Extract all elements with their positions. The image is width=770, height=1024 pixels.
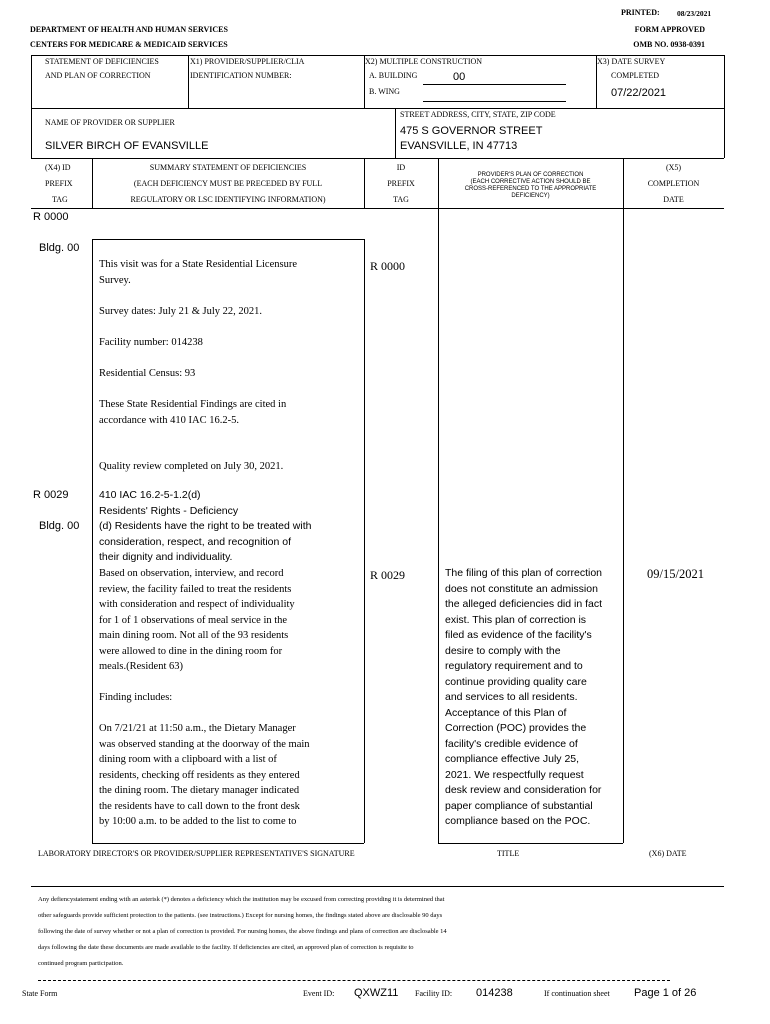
summary-subheading: (EACH DEFICIENCY MUST BE PRECEDED BY FULL [133, 179, 323, 188]
printed-date: 08/23/2021 [677, 9, 712, 18]
observation-paragraph: Based on observation, interview, and record review, the facility failed to treat the residents with consideration and respect of individuality for 1 of 1 observations of meal service in the main dining room. Not all of the 93 residents were allowed to dine in the dining room for meals.(Resident 63) [99, 568, 295, 672]
plan-heading-line3: CROSS-REFERENCED TO THE APPROPRIATE [464, 186, 597, 192]
plan-heading [438, 172, 623, 200]
building-value: 00 [453, 71, 466, 83]
identification-label: IDENTIFICATION NUMBER: [190, 71, 292, 80]
quality-review-paragraph: Quality review completed on July 30, 2021. [99, 461, 284, 472]
completion-date: 09/15/2021 [647, 567, 704, 581]
continuation-label: If continuation sheet [544, 989, 610, 998]
visit-paragraph: This visit was for a State Residential Licensure Survey. [99, 259, 297, 286]
provider-id-label: X1) PROVIDER/SUPPLIER/CLIA [190, 57, 305, 66]
address-line2: EVANSVILLE, IN 47713 [400, 140, 518, 152]
entry-tag-r0029: R 0029 [33, 489, 69, 501]
omb-number: OMB NO. 0938-0391 [633, 40, 705, 49]
event-id-label: Event ID: [303, 989, 335, 998]
address-label: STREET ADDRESS, CITY, STATE, ZIP CODE [400, 110, 556, 119]
findings-paragraph: These State Residential Findings are cited in accordance with 410 IAC 16.2-5. [99, 399, 287, 426]
survey-completed-date: 07/22/2021 [611, 87, 667, 99]
plan-of-correction-text: The filing of this plan of correction does not constitute an admission the alleged deficiencies did in fact exist. This plan of correction is filed as evidence of the facility's desire to comply with the regulatory requirement and to continue providing quality care and services to all residents. Acceptance of this Plan of Correction (POC) provides the facility's credible evidence of compliance effective July 25, 2021. We respectfully request desk review and consideration for paper compliance of substantial compliance based on the POC. [445, 567, 603, 827]
statement-label: STATEMENT OF DEFICIENCIES [45, 57, 159, 66]
summary-heading: SUMMARY STATEMENT OF DEFICIENCIES [149, 163, 307, 172]
page-number: Page 1 of 26 [634, 987, 697, 999]
x4-prefix-label: PREFIX [45, 179, 73, 188]
date-label: DATE [663, 195, 684, 204]
form-approved: FORM APPROVED [634, 25, 705, 34]
finding-includes-paragraph: Finding includes: [99, 692, 173, 703]
survey-dates-paragraph: Survey dates: July 21 & July 22, 2021. [99, 306, 263, 317]
provider-name: SILVER BIRCH OF EVANSVILLE [45, 140, 209, 152]
wing-label: B. WING [369, 87, 400, 96]
dietary-manager-paragraph: On 7/21/21 at 11:50 a.m., the Dietary Manager was observed standing at the doorway of the main dining room with a clipboard with a list of residents, checking off residents as they entered the dining room. The dietary manager indicated the residents have to call down to the front desk by 10:00 a.m. to be added to the list to come to [99, 723, 310, 827]
entry-bldg-1: Bldg. 00 [39, 242, 80, 254]
address-line1: 475 S GOVERNOR STREET [400, 125, 543, 137]
id-prefix-label: PREFIX [387, 179, 415, 188]
multiple-construction-label: X2) MULTIPLE CONSTRUCTION [365, 57, 483, 66]
x4-tag-label: TAG [52, 195, 68, 204]
id-tag-label: TAG [393, 195, 409, 204]
title-label: TITLE [497, 849, 520, 858]
regulation-text: 410 IAC 16.2-5-1.2(d) Residents' Rights - Deficiency (d) Residents have the right to be treated with consideration, respect, and recognition of their dignity and individuality. [99, 489, 312, 563]
event-id-value: QXWZ11 [354, 987, 399, 999]
id-label: ID [396, 163, 406, 172]
plan-heading-line4: DEFICIENCY) [511, 193, 550, 199]
plan-label: AND PLAN OF CORRECTION [45, 71, 151, 80]
state-form-label: State Form [22, 989, 58, 998]
plan-heading-line1: PROVIDER'S PLAN OF CORRECTION [477, 172, 584, 178]
provider-name-label: NAME OF PROVIDER OR SUPPLIER [45, 118, 175, 127]
summary-subheading2: REGULATORY OR LSC IDENTIFYING INFORMATION) [130, 195, 326, 204]
signature-label: LABORATORY DIRECTOR'S OR PROVIDER/SUPPLIER REPRESENTATIVE'S SIGNATURE [38, 849, 355, 858]
building-label: A. BUILDING [369, 71, 418, 80]
agency-line2: CENTERS FOR MEDICARE & MEDICAID SERVICES [30, 40, 228, 49]
facility-id-label: Facility ID: [415, 989, 453, 998]
census-paragraph: Residential Census: 93 [99, 368, 196, 379]
x6-date-label: (X6) DATE [649, 849, 687, 858]
printed-label: PRINTED: [621, 8, 660, 17]
facility-id-value: 014238 [476, 987, 513, 999]
x4-id-label: (X4) ID [45, 163, 71, 172]
agency-line1: DEPARTMENT OF HEALTH AND HUMAN SERVICES [30, 25, 228, 34]
completed-label: COMPLETED [611, 71, 659, 80]
facility-number-paragraph: Facility number: 014238 [99, 337, 203, 348]
x5-label: (X5) [665, 163, 682, 172]
completion-label: COMPLETION [647, 179, 700, 188]
entry-bldg-2: Bldg. 00 [39, 520, 80, 532]
plan-heading-line2: (EACH CORRECTIVE ACTION SHOULD BE [470, 179, 591, 185]
entry-tag-r0000: R 0000 [33, 211, 69, 223]
id-tag-r0000: R 0000 [370, 259, 406, 273]
footnote-text: Any defiencystatement ending with an asterisk (*) denotes a deficiency which the institution may be excused from correcting providing it is determined that other safeguards provide sufficient protection to the patients. (see instructions.) Except for nursing homes, the findings stated above are disclosable 90 days following the date of survey whether or not a plan of correction is provided. For nursing homes, the above findings and plans of correction are disclosable 14 days following the date these documents are made available to the facility. If deficiencies are cited, an approved plan of correction is requisite to continued program participation. [38, 896, 447, 967]
id-tag-r0029: R 0029 [370, 568, 406, 582]
date-survey-label: X3) DATE SURVEY [597, 57, 666, 66]
